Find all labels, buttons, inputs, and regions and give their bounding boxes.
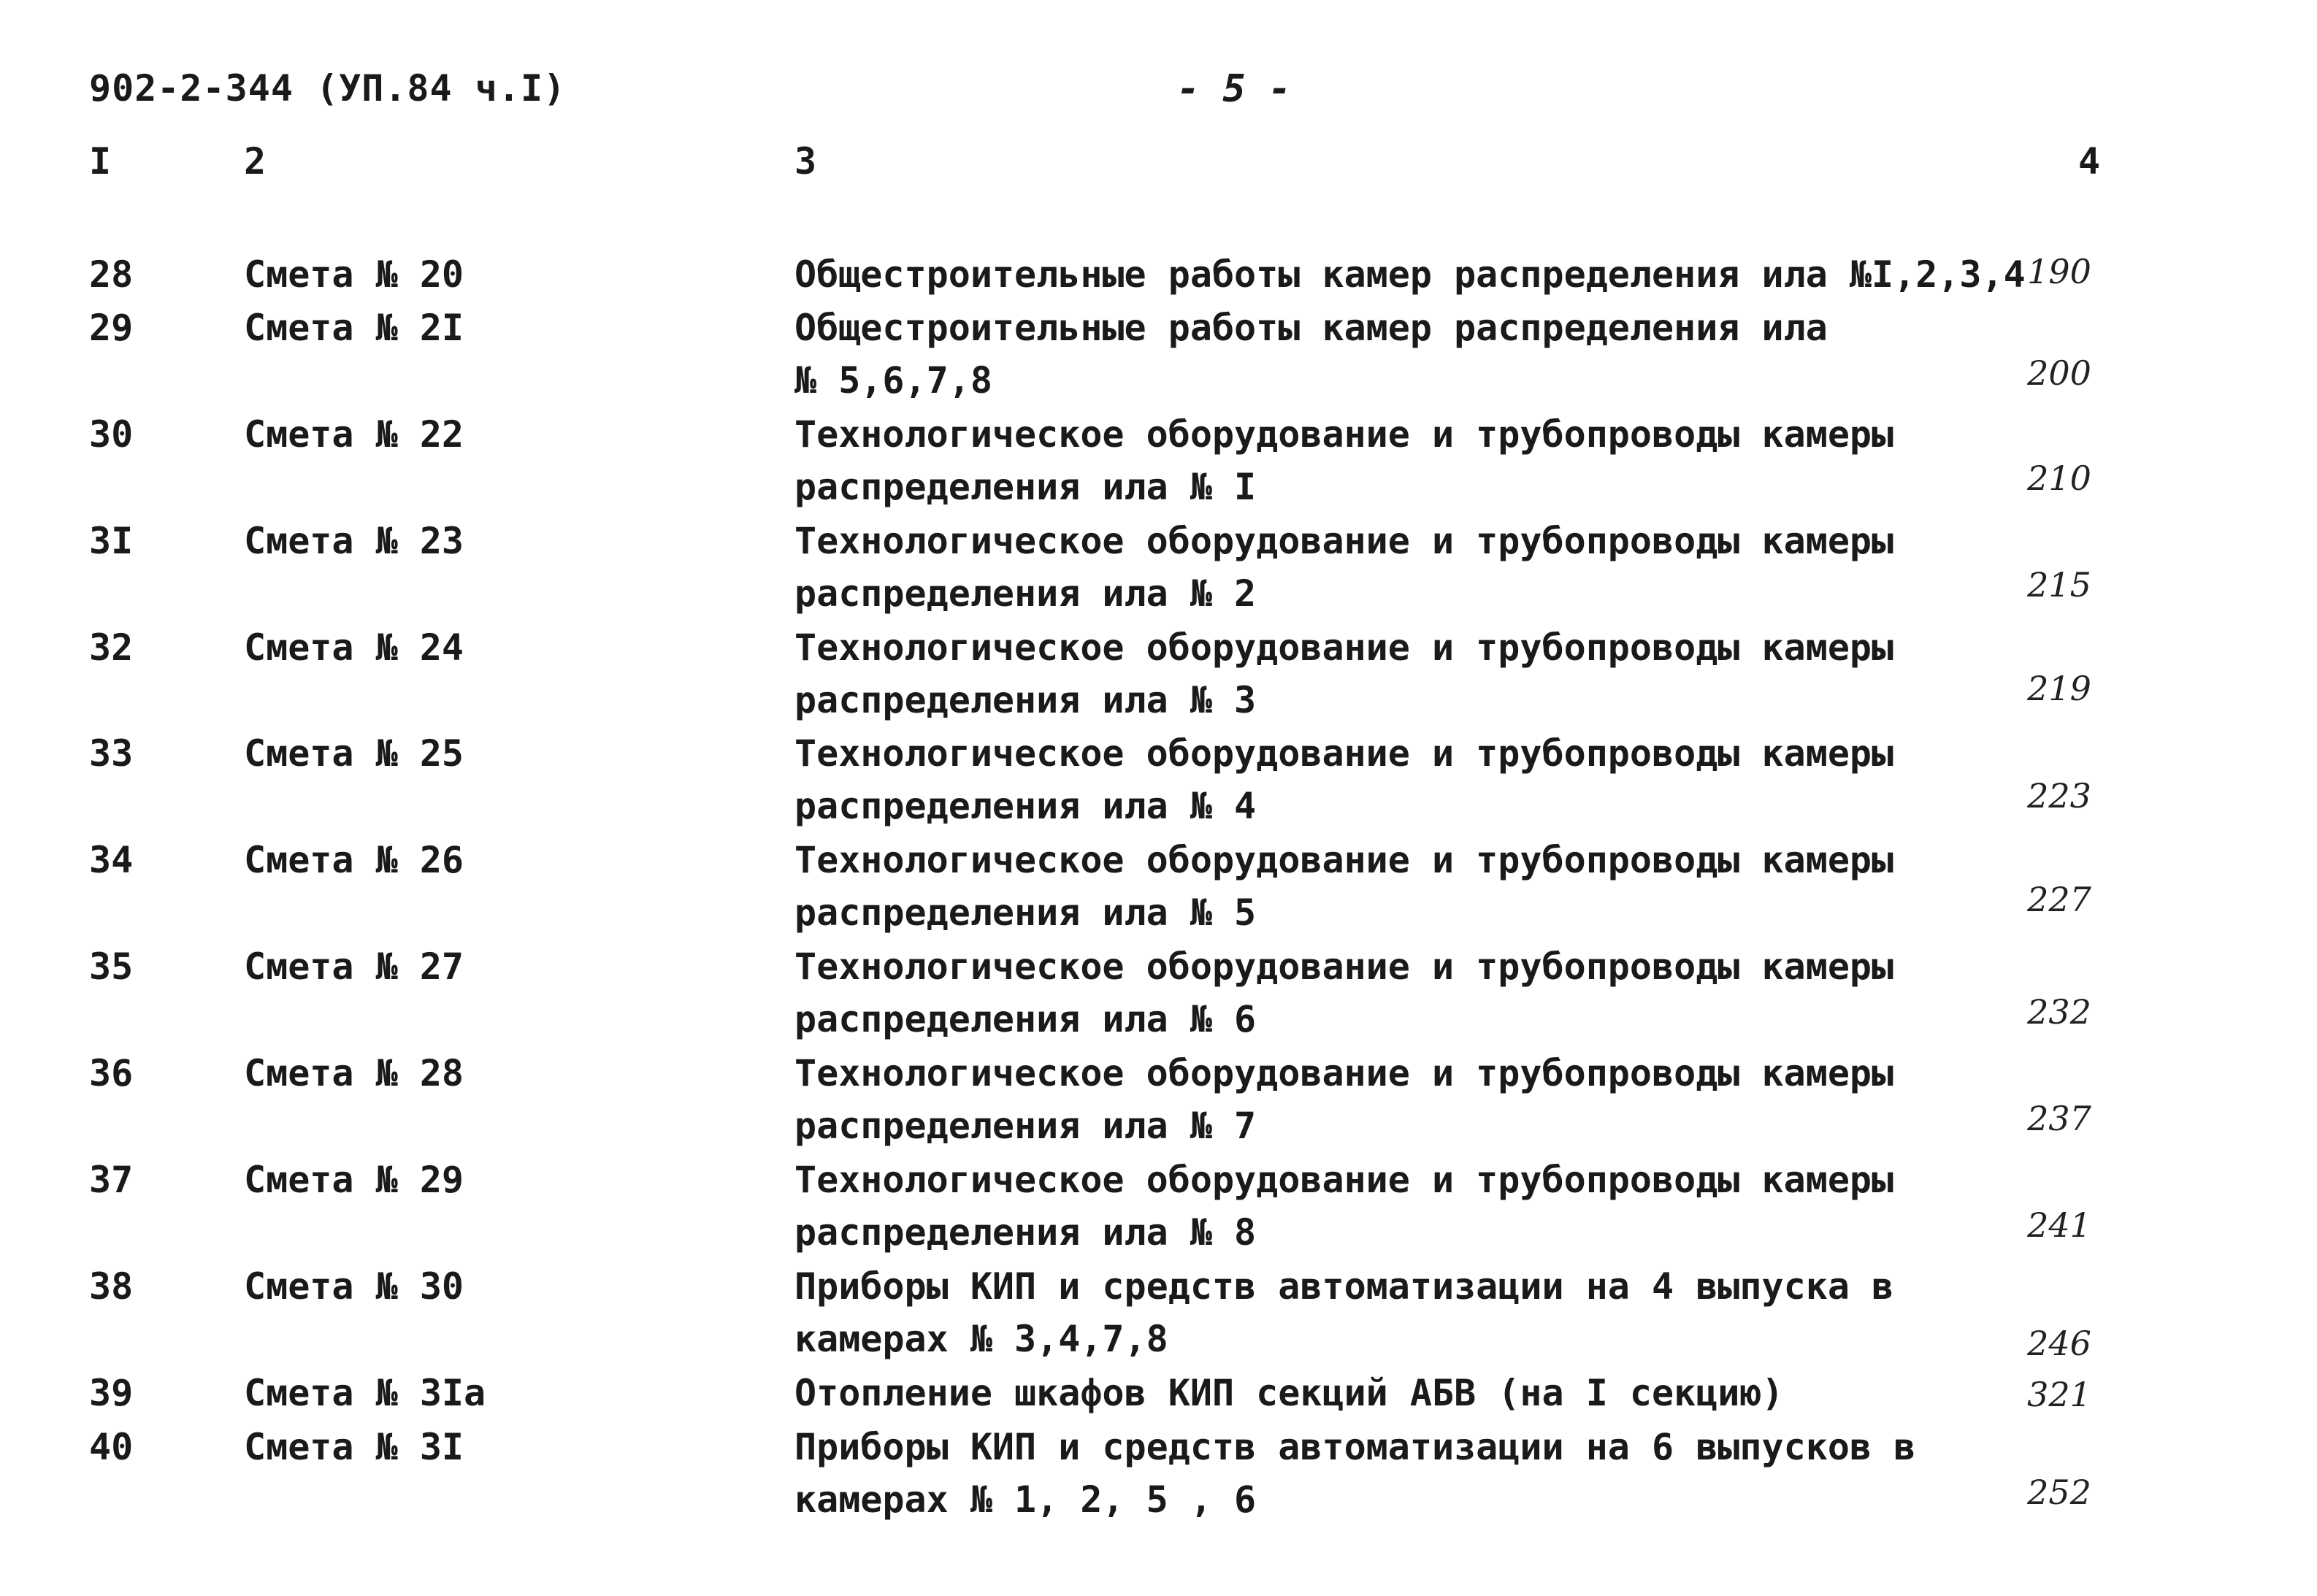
row-number: 36 (89, 1052, 134, 1094)
description-line: Приборы КИП и средств автоматизации на 6 выпусков в (794, 1426, 1916, 1468)
page-number: - 5 - (1176, 67, 1292, 111)
row-number: 30 (89, 413, 134, 456)
row-description (794, 834, 2050, 939)
description-line: Технологическое оборудование и трубопроводы камеры (794, 413, 1894, 456)
row-number: 28 (89, 253, 134, 296)
page-ref: 321 (2027, 1375, 2091, 1414)
page-ref: 200 (2027, 353, 2091, 393)
description-line: Общестроительные работы камер распределения ила (794, 307, 1828, 349)
row-number: 38 (89, 1265, 134, 1308)
row-description (794, 248, 2050, 301)
row-number: 33 (89, 732, 134, 775)
description-line: распределения ила № I (794, 466, 1257, 508)
description-line: Отопление шкафов КИП секций АБВ (на I секцию) (794, 1372, 1784, 1414)
description-line: распределения ила № 2 (794, 572, 1257, 615)
estimate-reference: Смета № 3I (244, 1426, 464, 1468)
row-number: 29 (89, 307, 134, 349)
page-ref: 246 (2027, 1324, 2091, 1363)
description-line: Общестроительные работы камер распределения ила №I,2,3,4 (794, 253, 2026, 296)
estimate-reference: Смета № 3Iа (244, 1372, 486, 1414)
row-description (794, 621, 2050, 726)
row-number: 40 (89, 1426, 134, 1468)
description-line: Приборы КИП и средств автоматизации на 4 выпуска в (794, 1265, 1894, 1308)
estimate-reference: Смета № 27 (244, 945, 464, 988)
row-description (794, 515, 2050, 620)
description-line: № 5,6,7,8 (794, 359, 992, 402)
row-description (794, 1421, 2050, 1526)
estimate-reference: Смета № 2I (244, 307, 464, 349)
column-number-1: I (89, 140, 112, 183)
row-number: 37 (89, 1159, 134, 1201)
row-number: 32 (89, 626, 134, 669)
description-line: Технологическое оборудование и трубопроводы камеры (794, 945, 1894, 988)
description-line: Технологическое оборудование и трубопроводы камеры (794, 520, 1894, 562)
estimate-reference: Смета № 25 (244, 732, 464, 775)
page-ref: 215 (2027, 565, 2091, 605)
row-description (794, 408, 2050, 513)
column-number-4: 4 (2078, 140, 2101, 183)
estimate-reference: Смета № 20 (244, 253, 464, 296)
description-line: камерах № 3,4,7,8 (794, 1318, 1168, 1360)
description-line: распределения ила № 3 (794, 679, 1257, 721)
row-description (794, 727, 2050, 832)
description-line: распределения ила № 7 (794, 1105, 1257, 1147)
row-description (794, 1047, 2050, 1152)
estimate-reference: Смета № 26 (244, 839, 464, 881)
estimate-reference: Смета № 23 (244, 520, 464, 562)
row-description (794, 940, 2050, 1046)
description-line: Технологическое оборудование и трубопроводы камеры (794, 626, 1894, 669)
page-ref: 227 (2027, 880, 2091, 919)
estimate-reference: Смета № 29 (244, 1159, 464, 1201)
row-number: 34 (89, 839, 134, 881)
description-line: распределения ила № 4 (794, 785, 1257, 827)
document-code: 902-2-344 (УП.84 ч.I) (89, 67, 567, 110)
description-line: Технологическое оборудование и трубопроводы камеры (794, 1159, 1894, 1201)
description-line: Технологическое оборудование и трубопроводы камеры (794, 839, 1894, 881)
row-number: 39 (89, 1372, 134, 1414)
page-ref: 223 (2027, 776, 2091, 816)
estimate-reference: Смета № 30 (244, 1265, 464, 1308)
column-number-3: 3 (794, 140, 817, 183)
row-number: 3I (89, 520, 134, 562)
description-line: распределения ила № 5 (794, 891, 1257, 934)
page-ref: 232 (2027, 992, 2091, 1032)
row-description (794, 1367, 2050, 1419)
estimate-reference: Смета № 28 (244, 1052, 464, 1094)
row-number: 35 (89, 945, 134, 988)
row-description (794, 1260, 2050, 1365)
row-description (794, 302, 2050, 407)
row-description (794, 1154, 2050, 1259)
page-ref: 241 (2027, 1205, 2091, 1245)
description-line: распределения ила № 6 (794, 998, 1257, 1040)
page-ref: 190 (2027, 252, 2091, 291)
page-ref: 219 (2027, 669, 2091, 708)
page-ref: 252 (2027, 1473, 2091, 1512)
description-line: распределения ила № 8 (794, 1211, 1257, 1254)
page-ref: 237 (2027, 1099, 2091, 1138)
page-ref: 210 (2027, 459, 2091, 498)
estimate-reference: Смета № 22 (244, 413, 464, 456)
description-line: Технологическое оборудование и трубопроводы камеры (794, 1052, 1894, 1094)
estimate-reference: Смета № 24 (244, 626, 464, 669)
column-number-2: 2 (244, 140, 267, 183)
description-line: Технологическое оборудование и трубопроводы камеры (794, 732, 1894, 775)
description-line: камерах № 1, 2, 5 , 6 (794, 1478, 1257, 1521)
